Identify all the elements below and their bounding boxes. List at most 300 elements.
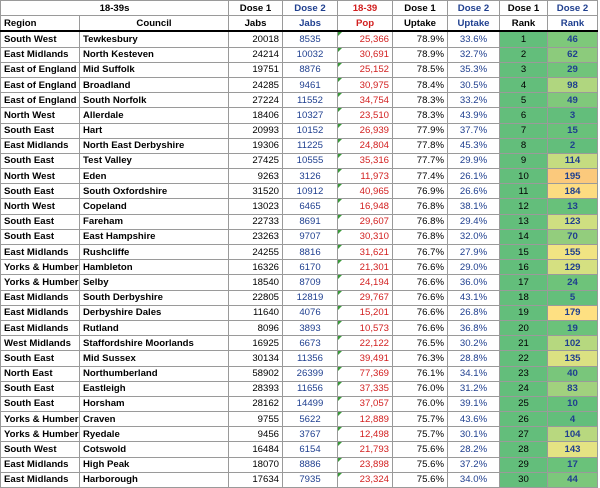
dose1-uptake-cell: 76.0% — [393, 396, 448, 411]
dose2-rank-cell: 155 — [548, 245, 598, 260]
dose2-uptake-cell: 30.2% — [448, 336, 500, 351]
dose2-rank-cell: 195 — [548, 169, 598, 184]
dose2-jabs-cell: 14499 — [283, 396, 338, 411]
dose1-rank-cell: 6 — [500, 108, 548, 123]
dose1-uptake-cell: 76.1% — [393, 366, 448, 381]
dose1-jabs-cell: 18070 — [229, 457, 283, 472]
council-cell: Copeland — [80, 199, 229, 214]
dose1-rank-cell: 30 — [500, 472, 548, 487]
dose1-jabs-cell: 22733 — [229, 214, 283, 229]
dose1-uptake-cell: 76.3% — [393, 351, 448, 366]
dose2-rank-cell: 114 — [548, 153, 598, 168]
region-cell: South East — [1, 153, 80, 168]
table-row — [1, 305, 598, 320]
council-cell: Staffordshire Moorlands — [80, 336, 229, 351]
dose1-uptake-cell: 76.8% — [393, 199, 448, 214]
region-cell: South East — [1, 351, 80, 366]
dose1-uptake-cell: 75.6% — [393, 457, 448, 472]
dose1-rank-cell: 22 — [500, 351, 548, 366]
pop-cell: 30,310 — [338, 229, 393, 244]
dose2-rank-cell: 184 — [548, 184, 598, 199]
dose1-rank-cell: 19 — [500, 305, 548, 320]
table-row — [1, 457, 598, 472]
region-cell: East Midlands — [1, 290, 80, 305]
council-cell: Rushcliffe — [80, 245, 229, 260]
dose2-rank-cell: 10 — [548, 396, 598, 411]
table-row — [1, 245, 598, 260]
dose2-jabs-cell: 7935 — [283, 472, 338, 487]
table-row — [1, 351, 598, 366]
rank2-header: Rank — [548, 16, 598, 32]
dose1-uptake-cell: 76.6% — [393, 260, 448, 275]
region-cell: North West — [1, 169, 80, 184]
dose1-uptake-cell: 76.7% — [393, 245, 448, 260]
table-row — [1, 199, 598, 214]
dose2-uptake-cell: 34.1% — [448, 366, 500, 381]
region-cell: East Midlands — [1, 320, 80, 335]
council-cell: Rutland — [80, 320, 229, 335]
dose2-rank-cell: 49 — [548, 93, 598, 108]
council-cell: Eden — [80, 169, 229, 184]
dose2-header-uptake: Dose 2 — [448, 1, 500, 16]
table-row — [1, 336, 598, 351]
dose2-jabs-cell: 10555 — [283, 153, 338, 168]
rank1-header: Rank — [500, 16, 548, 32]
dose2-uptake-cell: 43.1% — [448, 290, 500, 305]
dose2-jabs-cell: 8691 — [283, 214, 338, 229]
region-cell: East of England — [1, 62, 80, 77]
dose1-rank-cell: 29 — [500, 457, 548, 472]
council-header: Council — [80, 16, 229, 32]
council-cell: Hart — [80, 123, 229, 138]
dose1-jabs-cell: 9456 — [229, 427, 283, 442]
dose1-rank-cell: 8 — [500, 138, 548, 153]
dose2-jabs-cell: 8816 — [283, 245, 338, 260]
table-row — [1, 108, 598, 123]
dose2-rank-cell: 19 — [548, 320, 598, 335]
dose1-jabs-cell: 19306 — [229, 138, 283, 153]
dose1-rank-cell: 7 — [500, 123, 548, 138]
dose1-uptake-cell: 76.8% — [393, 214, 448, 229]
pop-cell: 25,366 — [338, 31, 393, 47]
dose2-jabs-cell: 6154 — [283, 442, 338, 457]
dose2-rank-cell: 15 — [548, 123, 598, 138]
dose1-jabs-cell: 24255 — [229, 245, 283, 260]
dose2-rank-cell: 3 — [548, 108, 598, 123]
table-row — [1, 427, 598, 442]
region-cell: North West — [1, 108, 80, 123]
dose2-jabs-cell: 26399 — [283, 366, 338, 381]
region-cell: South West — [1, 31, 80, 47]
dose2-uptake-cell: 29.0% — [448, 260, 500, 275]
dose2-jabs-cell: 3893 — [283, 320, 338, 335]
council-cell: Fareham — [80, 214, 229, 229]
table-row — [1, 153, 598, 168]
council-cell: Test Valley — [80, 153, 229, 168]
jabs2-header: Jabs — [283, 16, 338, 32]
pop-cell: 37,335 — [338, 381, 393, 396]
council-cell: Ryedale — [80, 427, 229, 442]
pop-cell: 30,975 — [338, 77, 393, 92]
dose2-jabs-cell: 10912 — [283, 184, 338, 199]
dose2-uptake-cell: 32.7% — [448, 47, 500, 62]
dose1-uptake-cell: 78.3% — [393, 108, 448, 123]
table-row — [1, 184, 598, 199]
pop-cell: 15,201 — [338, 305, 393, 320]
dose1-rank-cell: 10 — [500, 169, 548, 184]
region-cell: East Midlands — [1, 47, 80, 62]
pop-cell: 29,607 — [338, 214, 393, 229]
dose1-jabs-cell: 13023 — [229, 199, 283, 214]
dose1-jabs-cell: 17634 — [229, 472, 283, 487]
dose1-rank-cell: 3 — [500, 62, 548, 77]
pop-cell: 77,369 — [338, 366, 393, 381]
dose1-jabs-cell: 31520 — [229, 184, 283, 199]
dose2-uptake-cell: 32.0% — [448, 229, 500, 244]
dose2-jabs-cell: 10032 — [283, 47, 338, 62]
region-cell: South East — [1, 381, 80, 396]
dose2-rank-cell: 5 — [548, 290, 598, 305]
dose1-rank-cell: 27 — [500, 427, 548, 442]
dose2-jabs-cell: 8709 — [283, 275, 338, 290]
council-cell: Eastleigh — [80, 381, 229, 396]
dose2-rank-cell: 29 — [548, 62, 598, 77]
table-row — [1, 290, 598, 305]
dose2-uptake-cell: 27.9% — [448, 245, 500, 260]
dose2-rank-cell: 70 — [548, 229, 598, 244]
dose1-rank-cell: 17 — [500, 275, 548, 290]
dose2-uptake-cell: 45.3% — [448, 138, 500, 153]
dose2-uptake-cell: 30.5% — [448, 77, 500, 92]
region-cell: South East — [1, 184, 80, 199]
council-cell: Broadland — [80, 77, 229, 92]
dose2-rank-cell: 46 — [548, 31, 598, 47]
dose2-jabs-cell: 11225 — [283, 138, 338, 153]
dose1-jabs-cell: 16326 — [229, 260, 283, 275]
dose2-uptake-cell: 38.1% — [448, 199, 500, 214]
dose1-jabs-cell: 8096 — [229, 320, 283, 335]
region-cell: East Midlands — [1, 457, 80, 472]
dose2-jabs-cell: 8876 — [283, 62, 338, 77]
table-row — [1, 229, 598, 244]
council-cell: Derbyshire Dales — [80, 305, 229, 320]
table-row — [1, 77, 598, 92]
dose1-rank-cell: 5 — [500, 93, 548, 108]
pop-cell: 23,324 — [338, 472, 393, 487]
dose2-jabs-cell: 11656 — [283, 381, 338, 396]
dose2-jabs-cell: 3767 — [283, 427, 338, 442]
pop-cell: 23,510 — [338, 108, 393, 123]
dose2-jabs-cell: 6170 — [283, 260, 338, 275]
dose2-uptake-cell: 36.8% — [448, 320, 500, 335]
dose1-rank-cell: 14 — [500, 229, 548, 244]
dose1-uptake-cell: 75.7% — [393, 427, 448, 442]
dose1-uptake-cell: 76.8% — [393, 229, 448, 244]
dose1-uptake-cell: 76.0% — [393, 381, 448, 396]
region-cell: East of England — [1, 93, 80, 108]
pop-cell: 25,152 — [338, 62, 393, 77]
dose1-uptake-cell: 76.6% — [393, 290, 448, 305]
region-cell: East Midlands — [1, 472, 80, 487]
pop-cell: 26,939 — [338, 123, 393, 138]
region-cell: South East — [1, 396, 80, 411]
dose1-jabs-cell: 16484 — [229, 442, 283, 457]
council-cell: Selby — [80, 275, 229, 290]
dose2-jabs-cell: 12819 — [283, 290, 338, 305]
dose2-jabs-cell: 10327 — [283, 108, 338, 123]
council-cell: North Kesteven — [80, 47, 229, 62]
dose1-jabs-cell: 20993 — [229, 123, 283, 138]
table-row — [1, 260, 598, 275]
dose2-uptake-cell: 30.1% — [448, 427, 500, 442]
dose2-uptake-cell: 43.6% — [448, 412, 500, 427]
dose2-jabs-cell: 8535 — [283, 31, 338, 47]
region-cell: North West — [1, 199, 80, 214]
council-cell: Cotswold — [80, 442, 229, 457]
council-cell: Mid Suffolk — [80, 62, 229, 77]
table-row — [1, 214, 598, 229]
pop-cell: 21,793 — [338, 442, 393, 457]
dose1-rank-cell: 13 — [500, 214, 548, 229]
dose1-jabs-cell: 23263 — [229, 229, 283, 244]
dose2-uptake-cell: 31.2% — [448, 381, 500, 396]
region-cell: Yorks & Humber — [1, 427, 80, 442]
pop-cell: 40,965 — [338, 184, 393, 199]
region-cell: South East — [1, 123, 80, 138]
dose2-jabs-cell: 5622 — [283, 412, 338, 427]
dose1-rank-cell: 23 — [500, 366, 548, 381]
dose2-rank-cell: 24 — [548, 275, 598, 290]
dose1-jabs-cell: 24214 — [229, 47, 283, 62]
table-row — [1, 47, 598, 62]
dose1-uptake-cell: 76.6% — [393, 305, 448, 320]
dose1-rank-cell: 9 — [500, 153, 548, 168]
dose2-uptake-cell: 37.7% — [448, 123, 500, 138]
pop-cell: 22,122 — [338, 336, 393, 351]
region-header: Region — [1, 16, 80, 32]
dose1-jabs-cell: 30134 — [229, 351, 283, 366]
region-cell: East of England — [1, 77, 80, 92]
dose2-uptake-cell: 37.2% — [448, 457, 500, 472]
dose2-uptake-cell: 43.9% — [448, 108, 500, 123]
pop-cell: 39,491 — [338, 351, 393, 366]
pop-cell: 30,691 — [338, 47, 393, 62]
dose2-rank-cell: 102 — [548, 336, 598, 351]
council-cell: Mid Sussex — [80, 351, 229, 366]
dose1-rank-cell: 4 — [500, 77, 548, 92]
region-cell: South West — [1, 442, 80, 457]
table-row — [1, 442, 598, 457]
dose2-uptake-cell: 36.0% — [448, 275, 500, 290]
dose1-uptake-cell: 78.9% — [393, 47, 448, 62]
dose1-uptake-cell: 75.6% — [393, 472, 448, 487]
header-row-bottom — [1, 16, 598, 32]
dose2-uptake-cell: 26.6% — [448, 184, 500, 199]
dose1-uptake-cell: 78.4% — [393, 77, 448, 92]
dose2-uptake-cell: 29.9% — [448, 153, 500, 168]
dose1-uptake-cell: 76.6% — [393, 275, 448, 290]
region-cell: South East — [1, 229, 80, 244]
council-cell: High Peak — [80, 457, 229, 472]
dose2-uptake-cell: 28.8% — [448, 351, 500, 366]
region-cell: Yorks & Humber — [1, 260, 80, 275]
dose1-rank-cell: 28 — [500, 442, 548, 457]
dose2-jabs-cell: 8886 — [283, 457, 338, 472]
dose2-uptake-cell: 26.8% — [448, 305, 500, 320]
dose2-jabs-cell: 3126 — [283, 169, 338, 184]
table-row — [1, 412, 598, 427]
dose1-uptake-cell: 75.7% — [393, 412, 448, 427]
dose1-jabs-cell: 19751 — [229, 62, 283, 77]
dose1-rank-cell: 25 — [500, 396, 548, 411]
table-body — [1, 31, 598, 487]
dose2-uptake-cell: 29.4% — [448, 214, 500, 229]
dose1-jabs-cell: 9755 — [229, 412, 283, 427]
dose2-rank-cell: 13 — [548, 199, 598, 214]
dose1-rank-cell: 11 — [500, 184, 548, 199]
dose1-jabs-cell: 18540 — [229, 275, 283, 290]
dose1-jabs-cell: 27224 — [229, 93, 283, 108]
council-cell: Horsham — [80, 396, 229, 411]
uptake1-header: Uptake — [393, 16, 448, 32]
dose2-uptake-cell: 33.2% — [448, 93, 500, 108]
dose2-rank-cell: 83 — [548, 381, 598, 396]
pop-cell: 29,767 — [338, 290, 393, 305]
pop-cell: 21,301 — [338, 260, 393, 275]
region-cell: East Midlands — [1, 138, 80, 153]
dose1-jabs-cell: 28393 — [229, 381, 283, 396]
pop-cell: 11,973 — [338, 169, 393, 184]
dose2-rank-cell: 4 — [548, 412, 598, 427]
dose1-uptake-cell: 77.9% — [393, 123, 448, 138]
region-cell: East Midlands — [1, 305, 80, 320]
jabs1-header: Jabs — [229, 16, 283, 32]
dose1-uptake-cell: 76.5% — [393, 336, 448, 351]
table-row — [1, 472, 598, 487]
pop-cell: 16,948 — [338, 199, 393, 214]
dose2-uptake-cell: 33.6% — [448, 31, 500, 47]
dose1-rank-cell: 21 — [500, 336, 548, 351]
dose2-uptake-cell: 28.2% — [448, 442, 500, 457]
dose2-jabs-cell: 11552 — [283, 93, 338, 108]
table-row — [1, 31, 598, 47]
dose1-header-uptake: Dose 1 — [393, 1, 448, 16]
dose1-rank-cell: 1 — [500, 31, 548, 47]
dose2-rank-cell: 40 — [548, 366, 598, 381]
dose2-header-rank: Dose 2 — [548, 1, 598, 16]
uptake2-header: Uptake — [448, 16, 500, 32]
dose2-rank-cell: 143 — [548, 442, 598, 457]
dose2-jabs-cell: 10152 — [283, 123, 338, 138]
pop-cell: 23,898 — [338, 457, 393, 472]
dose1-uptake-cell: 76.9% — [393, 184, 448, 199]
dose2-rank-cell: 17 — [548, 457, 598, 472]
council-cell: Tewkesbury — [80, 31, 229, 47]
dose1-jabs-cell: 20018 — [229, 31, 283, 47]
dose1-uptake-cell: 76.6% — [393, 320, 448, 335]
dose2-rank-cell: 44 — [548, 472, 598, 487]
dose1-jabs-cell: 58902 — [229, 366, 283, 381]
pop-header: Pop — [338, 16, 393, 32]
dose2-jabs-cell: 4076 — [283, 305, 338, 320]
dose1-jabs-cell: 9263 — [229, 169, 283, 184]
group-header: 18-39s — [1, 1, 229, 16]
dose1-jabs-cell: 16925 — [229, 336, 283, 351]
region-cell: Yorks & Humber — [1, 275, 80, 290]
dose2-rank-cell: 135 — [548, 351, 598, 366]
dose1-uptake-cell: 77.7% — [393, 153, 448, 168]
dose1-jabs-cell: 11640 — [229, 305, 283, 320]
dose2-jabs-cell: 11356 — [283, 351, 338, 366]
dose1-uptake-cell: 75.6% — [393, 442, 448, 457]
dose2-uptake-cell: 35.3% — [448, 62, 500, 77]
dose1-jabs-cell: 24285 — [229, 77, 283, 92]
council-cell: South Derbyshire — [80, 290, 229, 305]
table-row — [1, 123, 598, 138]
region-cell: Yorks & Humber — [1, 412, 80, 427]
pop-cell: 10,573 — [338, 320, 393, 335]
dose2-jabs-cell: 6673 — [283, 336, 338, 351]
dose1-uptake-cell: 78.5% — [393, 62, 448, 77]
dose1-jabs-cell: 27425 — [229, 153, 283, 168]
table-row — [1, 320, 598, 335]
dose1-rank-cell: 20 — [500, 320, 548, 335]
dose1-header-jabs: Dose 1 — [229, 1, 283, 16]
pop-cell: 24,194 — [338, 275, 393, 290]
dose1-rank-cell: 15 — [500, 245, 548, 260]
table-row — [1, 138, 598, 153]
dose2-jabs-cell: 9461 — [283, 77, 338, 92]
dose1-header-rank: Dose 1 — [500, 1, 548, 16]
dose1-jabs-cell: 18406 — [229, 108, 283, 123]
dose2-rank-cell: 2 — [548, 138, 598, 153]
dose2-rank-cell: 98 — [548, 77, 598, 92]
table-row — [1, 396, 598, 411]
dose1-rank-cell: 16 — [500, 260, 548, 275]
dose2-uptake-cell: 34.0% — [448, 472, 500, 487]
region-cell: West Midlands — [1, 336, 80, 351]
dose1-jabs-cell: 28162 — [229, 396, 283, 411]
dose2-rank-cell: 179 — [548, 305, 598, 320]
dose2-rank-cell: 104 — [548, 427, 598, 442]
region-cell: North East — [1, 366, 80, 381]
table-row — [1, 93, 598, 108]
council-cell: Hambleton — [80, 260, 229, 275]
dose1-rank-cell: 2 — [500, 47, 548, 62]
pop-cell: 37,057 — [338, 396, 393, 411]
council-cell: South Norfolk — [80, 93, 229, 108]
dose2-rank-cell: 129 — [548, 260, 598, 275]
dose1-rank-cell: 24 — [500, 381, 548, 396]
dose1-uptake-cell: 77.8% — [393, 138, 448, 153]
dose2-rank-cell: 62 — [548, 47, 598, 62]
dose2-rank-cell: 123 — [548, 214, 598, 229]
dose1-uptake-cell: 78.3% — [393, 93, 448, 108]
council-cell: Craven — [80, 412, 229, 427]
pop-cell: 31,621 — [338, 245, 393, 260]
region-cell: South East — [1, 214, 80, 229]
table-row — [1, 381, 598, 396]
dose2-jabs-cell: 6465 — [283, 199, 338, 214]
dose1-jabs-cell: 22805 — [229, 290, 283, 305]
council-cell: Allerdale — [80, 108, 229, 123]
dose2-uptake-cell: 39.1% — [448, 396, 500, 411]
region-cell: East Midlands — [1, 245, 80, 260]
table-row — [1, 62, 598, 77]
pop-cell: 34,754 — [338, 93, 393, 108]
dose1-rank-cell: 26 — [500, 412, 548, 427]
council-cell: North East Derbyshire — [80, 138, 229, 153]
